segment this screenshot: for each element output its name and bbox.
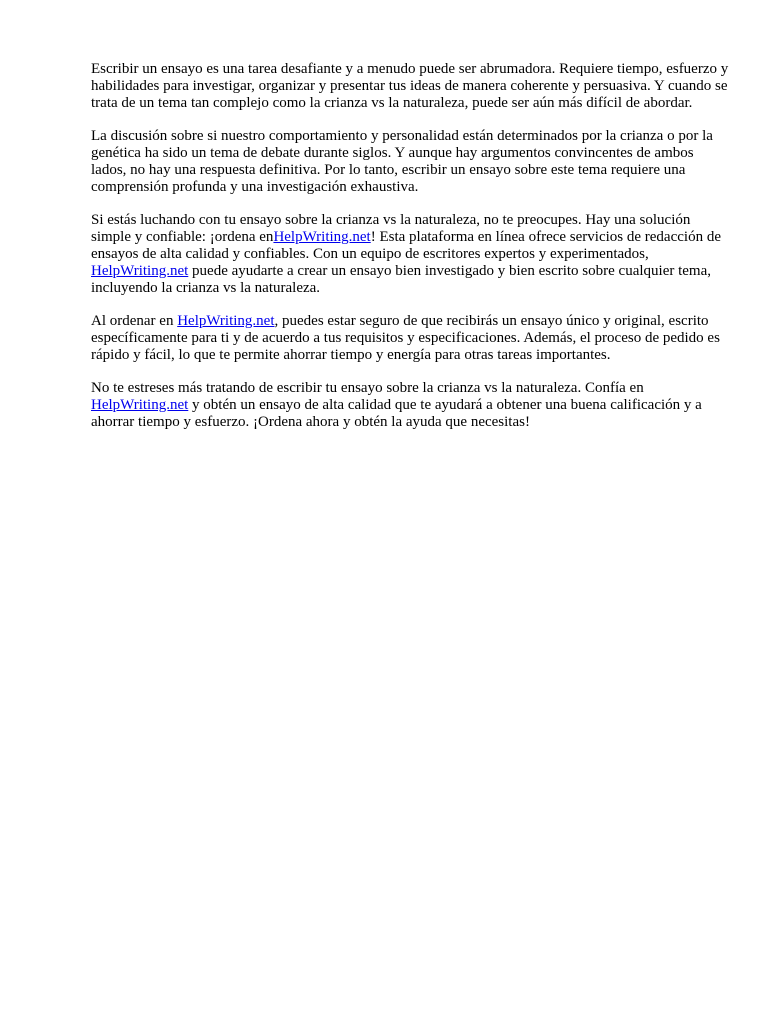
paragraph — [91, 313, 731, 364]
paragraph-text: Al ordenar en — [91, 313, 178, 329]
paragraph — [91, 380, 731, 431]
paragraph-text: La discusión sobre si nuestro comportamiento y personalidad están determinados por la crianza o por la genética ha sido un tema de debate durante siglos. Y aunque hay argumentos convincentes de ambos lados, no hay una respuesta definitiva. Por lo tanto, escribir un ensayo sobre este tema requiere una comprensión profunda y una investigación exhaustiva. — [91, 128, 713, 195]
document-page — [91, 61, 731, 447]
paragraph-text: ! Esta plataforma en línea ofrece servicios de redacción de ensayos de alta calidad y confiables. Con un equipo de escritores expertos y experimentados, — [91, 229, 721, 262]
paragraph — [91, 128, 731, 196]
helpwriting-link[interactable]: HelpWriting.net — [91, 263, 189, 279]
paragraph-text: No te estreses más tratando de escribir tu ensayo sobre la crianza vs la naturaleza. Confía en — [91, 380, 644, 396]
paragraph — [91, 61, 731, 112]
helpwriting-link[interactable]: HelpWriting.net — [177, 313, 275, 329]
paragraph — [91, 212, 731, 297]
paragraph-text: Escribir un ensayo es una tarea desafiante y a menudo puede ser abrumadora. Requiere tiempo, esfuerzo y habilidades para investigar, organizar y presentar tus ideas de manera coherente y persuasiva. Y cuando se trata de un tema tan complejo como la crianza vs la naturaleza, puede ser aún más difícil de abordar. — [91, 61, 729, 111]
paragraph-text: , puedes estar seguro de que recibirás un ensayo único y original, escrito específicamente para ti y de acuerdo a tus requisitos y especificaciones. Además, el proceso de pedido es rápido y fácil, lo que te permite ahorrar tiempo y energía para otras tareas importantes. — [91, 313, 720, 363]
helpwriting-link[interactable]: HelpWriting.net — [91, 397, 189, 413]
paragraph-text: Si estás luchando con tu ensayo sobre la crianza vs la naturaleza, no te preocupes. Hay una solución simple y confiable: ¡ordena en — [91, 212, 691, 245]
paragraph-text: y obtén un ensayo de alta calidad que te ayudará a obtener una buena calificación y a ahorrar tiempo y esfuerzo. ¡Ordena ahora y obtén la ayuda que necesitas! — [91, 397, 702, 430]
helpwriting-link[interactable]: HelpWriting.net — [273, 229, 371, 245]
paragraph-text: puede ayudarte a crear un ensayo bien investigado y bien escrito sobre cualquier tema, incluyendo la crianza vs la naturaleza. — [91, 263, 712, 296]
